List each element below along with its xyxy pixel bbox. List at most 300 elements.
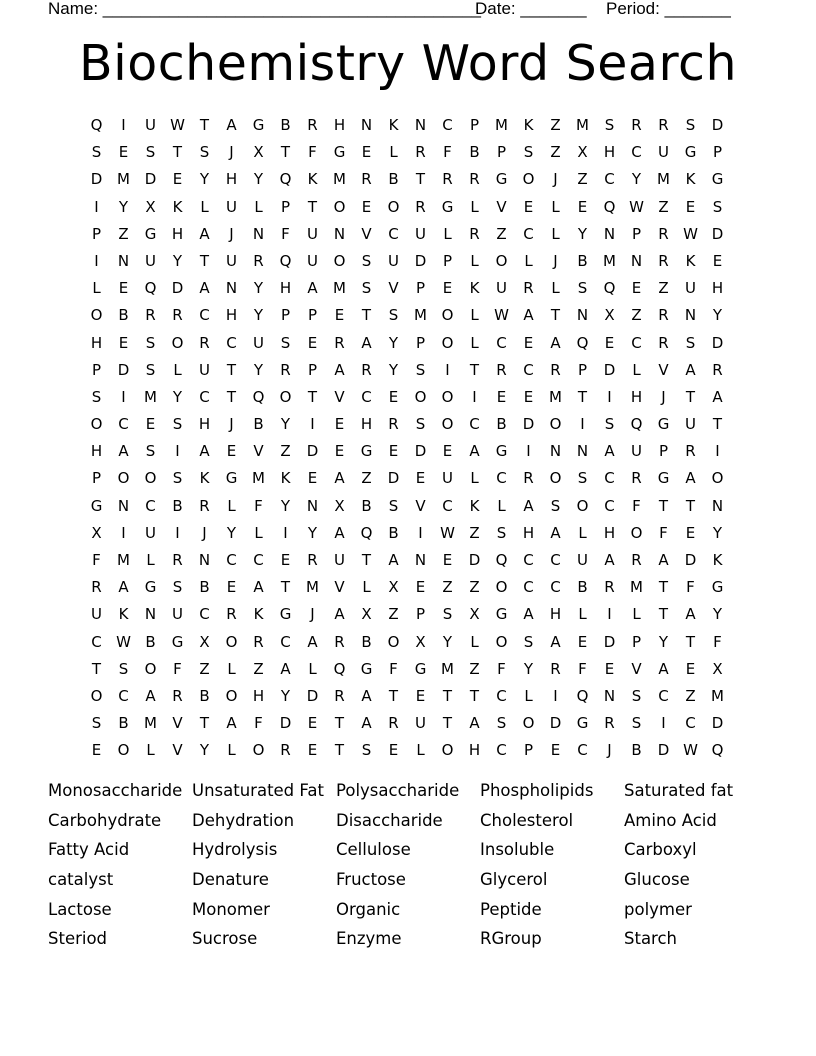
grid-letter: C <box>91 632 102 651</box>
grid-letter: E <box>388 442 399 461</box>
grid-letter: Z <box>469 659 480 678</box>
grid-letter: I <box>121 523 126 542</box>
grid-letter: B <box>361 632 372 651</box>
grid-letter: C <box>604 170 615 189</box>
grid-letter: E <box>415 578 426 597</box>
grid-letter: N <box>603 224 616 243</box>
grid-letter: Y <box>280 415 291 434</box>
grid-letter: S <box>91 387 102 406</box>
grid-letter: E <box>685 659 696 678</box>
grid-letter: O <box>333 251 346 270</box>
grid-letter: U <box>253 333 264 352</box>
grid-letter: S <box>604 116 615 134</box>
grid-letter: H <box>468 741 481 760</box>
grid-letter: S <box>388 496 399 515</box>
grid-letter: U <box>631 442 642 461</box>
grid-letter: C <box>145 496 156 515</box>
grid-letter: F <box>389 659 398 678</box>
grid-letter: S <box>91 714 102 733</box>
grid-letter: V <box>334 578 345 597</box>
grid-letter: D <box>684 551 697 569</box>
grid-letter: L <box>632 605 641 624</box>
grid-letter: D <box>603 632 616 651</box>
grid-letter: E <box>307 469 318 488</box>
grid-letter: O <box>441 415 454 434</box>
grid-letter: L <box>470 632 479 651</box>
grid-letter: G <box>495 170 508 189</box>
grid-letter: S <box>604 415 615 434</box>
grid-letter: S <box>442 605 453 624</box>
grid-letter: K <box>712 551 723 569</box>
grid-letter: A <box>361 333 372 352</box>
grid-letter: R <box>334 632 345 651</box>
grid-letter: T <box>91 659 102 678</box>
word-list-item: Organic <box>336 899 401 919</box>
grid-letter: P <box>91 360 102 379</box>
grid-letter: L <box>146 741 155 760</box>
grid-letter: G <box>684 143 697 162</box>
grid-letter: Z <box>658 279 669 298</box>
grid-letter: R <box>469 224 480 243</box>
grid-letter: E <box>307 741 318 760</box>
grid-letter: A <box>523 496 534 515</box>
grid-letter: Q <box>495 551 508 569</box>
grid-letter: E <box>361 197 372 216</box>
grid-letter: Z <box>469 578 480 597</box>
grid-letter: E <box>334 415 345 434</box>
grid-letter: A <box>307 279 318 298</box>
grid-letter: D <box>414 442 427 461</box>
grid-letter: Q <box>576 686 589 705</box>
grid-letter: R <box>280 360 291 379</box>
grid-letter: R <box>712 360 723 379</box>
grid-letter: M <box>333 279 346 298</box>
grid-letter: T <box>658 605 669 624</box>
grid-letter: T <box>685 632 696 651</box>
grid-letter: R <box>172 686 183 705</box>
grid-letter: A <box>226 714 237 733</box>
grid-letter: T <box>469 686 480 705</box>
grid-letter: B <box>631 741 642 760</box>
grid-letter: L <box>227 659 236 678</box>
grid-letter: U <box>685 415 696 434</box>
grid-letter: P <box>496 143 507 162</box>
grid-letter: R <box>415 143 426 162</box>
grid-letter: T <box>172 143 183 162</box>
grid-letter: W <box>683 224 698 243</box>
grid-letter: Y <box>523 659 534 678</box>
word-list-item: Sucrose <box>192 929 258 949</box>
grid-letter: G <box>360 442 373 461</box>
word-list-item: Peptide <box>480 899 542 919</box>
grid-letter: C <box>496 741 507 760</box>
grid-letter: I <box>310 415 315 434</box>
grid-letter: J <box>553 251 558 270</box>
grid-letter: Y <box>118 197 129 216</box>
grid-letter: S <box>577 469 588 488</box>
grid-letter: N <box>225 279 238 298</box>
grid-letter: F <box>578 659 587 678</box>
grid-letter: Y <box>631 170 642 189</box>
grid-letter: J <box>229 143 234 162</box>
grid-letter: T <box>685 496 696 515</box>
word-list-item: Carbohydrate <box>48 810 162 830</box>
grid-letter: O <box>414 387 427 406</box>
grid-letter: I <box>661 714 666 733</box>
grid-letter: L <box>470 251 479 270</box>
grid-letter: U <box>226 197 237 216</box>
word-list-item: Amino Acid <box>624 810 717 830</box>
grid-letter: O <box>549 469 562 488</box>
grid-letter: A <box>469 714 480 733</box>
grid-letter: V <box>631 659 642 678</box>
grid-letter: Q <box>252 387 265 406</box>
grid-letter: U <box>388 251 399 270</box>
grid-letter: H <box>603 523 616 542</box>
grid-letter: Y <box>658 632 669 651</box>
grid-letter: U <box>334 551 345 569</box>
grid-row <box>83 656 731 683</box>
grid-letter: M <box>495 116 508 134</box>
grid-letter: Z <box>199 659 210 678</box>
grid-letter: R <box>658 224 669 243</box>
grid-letter: C <box>469 415 480 434</box>
grid-letter: Y <box>253 170 264 189</box>
word-list-item: Disaccharide <box>336 810 443 830</box>
grid-letter: X <box>334 496 345 515</box>
grid-letter: H <box>171 224 184 243</box>
grid-row <box>83 493 731 520</box>
grid-letter: B <box>253 415 264 434</box>
grid-letter: H <box>630 387 643 406</box>
grid-letter: C <box>496 686 507 705</box>
grid-letter: P <box>307 360 318 379</box>
grid-letter: J <box>229 224 234 243</box>
grid-letter: L <box>632 360 641 379</box>
grid-letter: Y <box>388 333 399 352</box>
grid-letter: T <box>361 306 372 325</box>
grid-letter: S <box>145 360 156 379</box>
word-list-item: Cellulose <box>336 840 411 860</box>
grid-letter: C <box>631 333 642 352</box>
grid-letter: K <box>199 469 210 488</box>
grid-letter: I <box>715 442 720 461</box>
grid-letter: Z <box>442 578 453 597</box>
grid-letter: S <box>685 116 696 134</box>
grid-letter: G <box>711 170 724 189</box>
grid-letter: E <box>145 415 156 434</box>
grid-letter: A <box>604 442 615 461</box>
grid-letter: S <box>550 496 561 515</box>
grid-letter: P <box>307 306 318 325</box>
grid-letter: J <box>661 387 666 406</box>
grid-letter: O <box>441 741 454 760</box>
grid-letter: I <box>94 197 99 216</box>
grid-letter: N <box>306 496 319 515</box>
grid-letter: A <box>361 714 372 733</box>
grid-letter: F <box>659 523 668 542</box>
grid-letter: D <box>387 469 400 488</box>
grid-letter: T <box>550 306 561 325</box>
grid-letter: Q <box>333 659 346 678</box>
grid-letter: S <box>685 333 696 352</box>
grid-letter: L <box>551 224 560 243</box>
grid-letter: Z <box>550 116 561 134</box>
grid-letter: R <box>334 333 345 352</box>
word-list-item: Monomer <box>192 899 270 919</box>
grid-letter: L <box>497 496 506 515</box>
grid-letter: F <box>92 551 101 569</box>
grid-letter: C <box>118 686 129 705</box>
grid-letter: G <box>495 442 508 461</box>
grid-letter: A <box>361 686 372 705</box>
grid-letter: A <box>199 224 210 243</box>
grid-letter: R <box>307 551 318 569</box>
grid-letter: U <box>577 551 588 569</box>
grid-letter: H <box>333 116 346 134</box>
grid-letter: Q <box>279 170 292 189</box>
grid-letter: F <box>686 578 695 597</box>
word-list-item: Unsaturated Fat <box>192 781 324 800</box>
grid-letter: I <box>445 360 450 379</box>
grid-letter: R <box>523 279 534 298</box>
grid-letter: M <box>144 387 157 406</box>
grid-letter: L <box>254 523 263 542</box>
grid-letter: S <box>631 686 642 705</box>
grid-letter: C <box>631 143 642 162</box>
grid-letter: U <box>145 116 156 134</box>
grid-letter: C <box>118 415 129 434</box>
grid-letter: I <box>121 387 126 406</box>
grid-letter: I <box>472 387 477 406</box>
grid-letter: F <box>254 496 263 515</box>
grid-row <box>83 384 731 411</box>
grid-letter: T <box>685 387 696 406</box>
grid-row <box>83 194 731 221</box>
grid-letter: E <box>388 741 399 760</box>
grid-letter: T <box>280 143 291 162</box>
grid-letter: K <box>172 197 183 216</box>
word-list <box>48 776 768 954</box>
grid-letter: O <box>252 741 265 760</box>
grid-letter: A <box>685 360 696 379</box>
grid-letter: L <box>551 279 560 298</box>
grid-letter: P <box>91 224 102 243</box>
grid-letter: C <box>604 496 615 515</box>
grid-letter: D <box>171 279 184 298</box>
grid-letter: G <box>90 496 103 515</box>
grid-letter: C <box>496 333 507 352</box>
grid-letter: E <box>307 714 318 733</box>
grid-letter: A <box>334 605 345 624</box>
grid-letter: R <box>280 741 291 760</box>
grid-letter: H <box>522 523 535 542</box>
grid-letter: C <box>199 605 210 624</box>
grid-letter: G <box>657 469 670 488</box>
grid-letter: O <box>279 387 292 406</box>
grid-letter: D <box>306 442 319 461</box>
grid-letter: H <box>225 170 238 189</box>
grid-letter: X <box>577 143 588 162</box>
grid-letter: O <box>495 632 508 651</box>
grid-letter: U <box>199 360 210 379</box>
word-list-item: catalyst <box>48 870 114 890</box>
grid-letter: C <box>550 578 561 597</box>
grid-letter: M <box>306 578 319 597</box>
grid-letter: E <box>604 659 615 678</box>
grid-letter: A <box>307 632 318 651</box>
grid-letter: O <box>117 741 130 760</box>
grid-letter: U <box>307 224 318 243</box>
word-list-item: Insoluble <box>480 840 555 860</box>
grid-letter: L <box>254 197 263 216</box>
grid-letter: E <box>118 143 129 162</box>
grid-letter: B <box>145 632 156 651</box>
word-list-item: Polysaccharide <box>336 781 460 800</box>
grid-letter: Q <box>90 116 103 134</box>
grid-letter: I <box>175 523 180 542</box>
grid-letter: J <box>310 605 315 624</box>
grid-letter: K <box>523 116 534 134</box>
grid-letter: H <box>90 442 103 461</box>
grid-letter: B <box>496 415 507 434</box>
grid-letter: Y <box>199 170 210 189</box>
grid-letter: L <box>578 605 587 624</box>
grid-row <box>83 465 731 492</box>
grid-letter: L <box>416 741 425 760</box>
grid-letter: E <box>226 578 237 597</box>
grid-letter: D <box>711 224 724 243</box>
grid-letter: U <box>496 279 507 298</box>
grid-letter: Y <box>253 279 264 298</box>
grid-letter: A <box>550 333 561 352</box>
grid-letter: T <box>334 741 345 760</box>
grid-letter: R <box>631 116 642 134</box>
grid-letter: M <box>414 306 427 325</box>
grid-row <box>83 411 731 438</box>
grid-letter: L <box>362 578 371 597</box>
grid-letter: Y <box>199 741 210 760</box>
grid-letter: O <box>333 197 346 216</box>
grid-letter: D <box>468 551 481 569</box>
grid-letter: A <box>685 605 696 624</box>
grid-letter: E <box>631 279 642 298</box>
grid-row <box>83 710 731 737</box>
grid-letter: R <box>658 251 669 270</box>
grid-letter: S <box>199 143 210 162</box>
grid-letter: R <box>172 551 183 569</box>
grid-letter: G <box>144 224 157 243</box>
grid-letter: C <box>388 224 399 243</box>
grid-letter: S <box>145 333 156 352</box>
grid-letter: C <box>361 387 372 406</box>
grid-letter: G <box>171 632 184 651</box>
grid-letter: Z <box>361 469 372 488</box>
grid-letter: A <box>550 632 561 651</box>
grid-letter: Z <box>658 197 669 216</box>
grid-letter: Z <box>550 143 561 162</box>
grid-letter: E <box>388 387 399 406</box>
grid-letter: X <box>415 632 426 651</box>
grid-letter: R <box>172 306 183 325</box>
grid-letter: B <box>280 116 291 134</box>
grid-letter: M <box>549 387 562 406</box>
grid-letter: M <box>144 714 157 733</box>
grid-letter: S <box>361 251 372 270</box>
grid-letter: O <box>549 415 562 434</box>
grid-letter: H <box>549 605 562 624</box>
word-list-item: RGroup <box>480 929 542 949</box>
grid-letter: P <box>658 442 669 461</box>
grid-row <box>83 302 731 329</box>
grid-row <box>83 683 731 710</box>
grid-letter: A <box>523 605 534 624</box>
grid-letter: L <box>146 551 155 569</box>
grid-letter: O <box>495 251 508 270</box>
grid-letter: V <box>388 279 399 298</box>
grid-letter: B <box>118 306 129 325</box>
grid-letter: V <box>496 197 507 216</box>
word-list-item: Fatty Acid <box>48 840 130 860</box>
grid-letter: N <box>576 306 589 325</box>
grid-letter: C <box>523 578 534 597</box>
grid-letter: F <box>308 143 317 162</box>
grid-letter: L <box>227 496 236 515</box>
grid-letter: W <box>116 632 131 651</box>
grid-letter: E <box>577 632 588 651</box>
grid-row <box>83 357 731 384</box>
grid-letter: T <box>712 415 723 434</box>
grid-letter: T <box>307 387 318 406</box>
grid-letter: C <box>442 496 453 515</box>
grid-letter: H <box>360 415 373 434</box>
grid-letter: Y <box>280 496 291 515</box>
grid-letter: O <box>576 496 589 515</box>
grid-letter: S <box>172 415 183 434</box>
grid-letter: V <box>172 714 183 733</box>
period-field-label: Period: _______ <box>606 0 731 18</box>
grid-letter: V <box>172 741 183 760</box>
grid-letter: T <box>658 496 669 515</box>
grid-letter: T <box>199 251 210 270</box>
grid-letter: U <box>415 224 426 243</box>
grid-letter: R <box>604 714 615 733</box>
grid-letter: B <box>172 496 183 515</box>
grid-letter: X <box>145 197 156 216</box>
grid-letter: Y <box>226 523 237 542</box>
grid-letter: H <box>603 143 616 162</box>
grid-letter: S <box>496 523 507 542</box>
grid-letter: S <box>118 659 129 678</box>
grid-letter: S <box>712 197 723 216</box>
grid-letter: H <box>225 306 238 325</box>
grid-letter: R <box>523 469 534 488</box>
grid-letter: I <box>283 523 288 542</box>
grid-letter: C <box>550 551 561 569</box>
grid-letter: D <box>90 170 103 189</box>
grid-letter: A <box>280 659 291 678</box>
grid-letter: E <box>334 442 345 461</box>
grid-letter: A <box>658 551 669 569</box>
grid-letter: Y <box>712 523 723 542</box>
grid-letter: O <box>441 306 454 325</box>
grid-letter: Z <box>388 605 399 624</box>
grid-row <box>83 601 731 628</box>
grid-letter: R <box>199 496 210 515</box>
grid-letter: D <box>603 360 616 379</box>
grid-letter: S <box>145 442 156 461</box>
grid-letter: V <box>334 387 345 406</box>
